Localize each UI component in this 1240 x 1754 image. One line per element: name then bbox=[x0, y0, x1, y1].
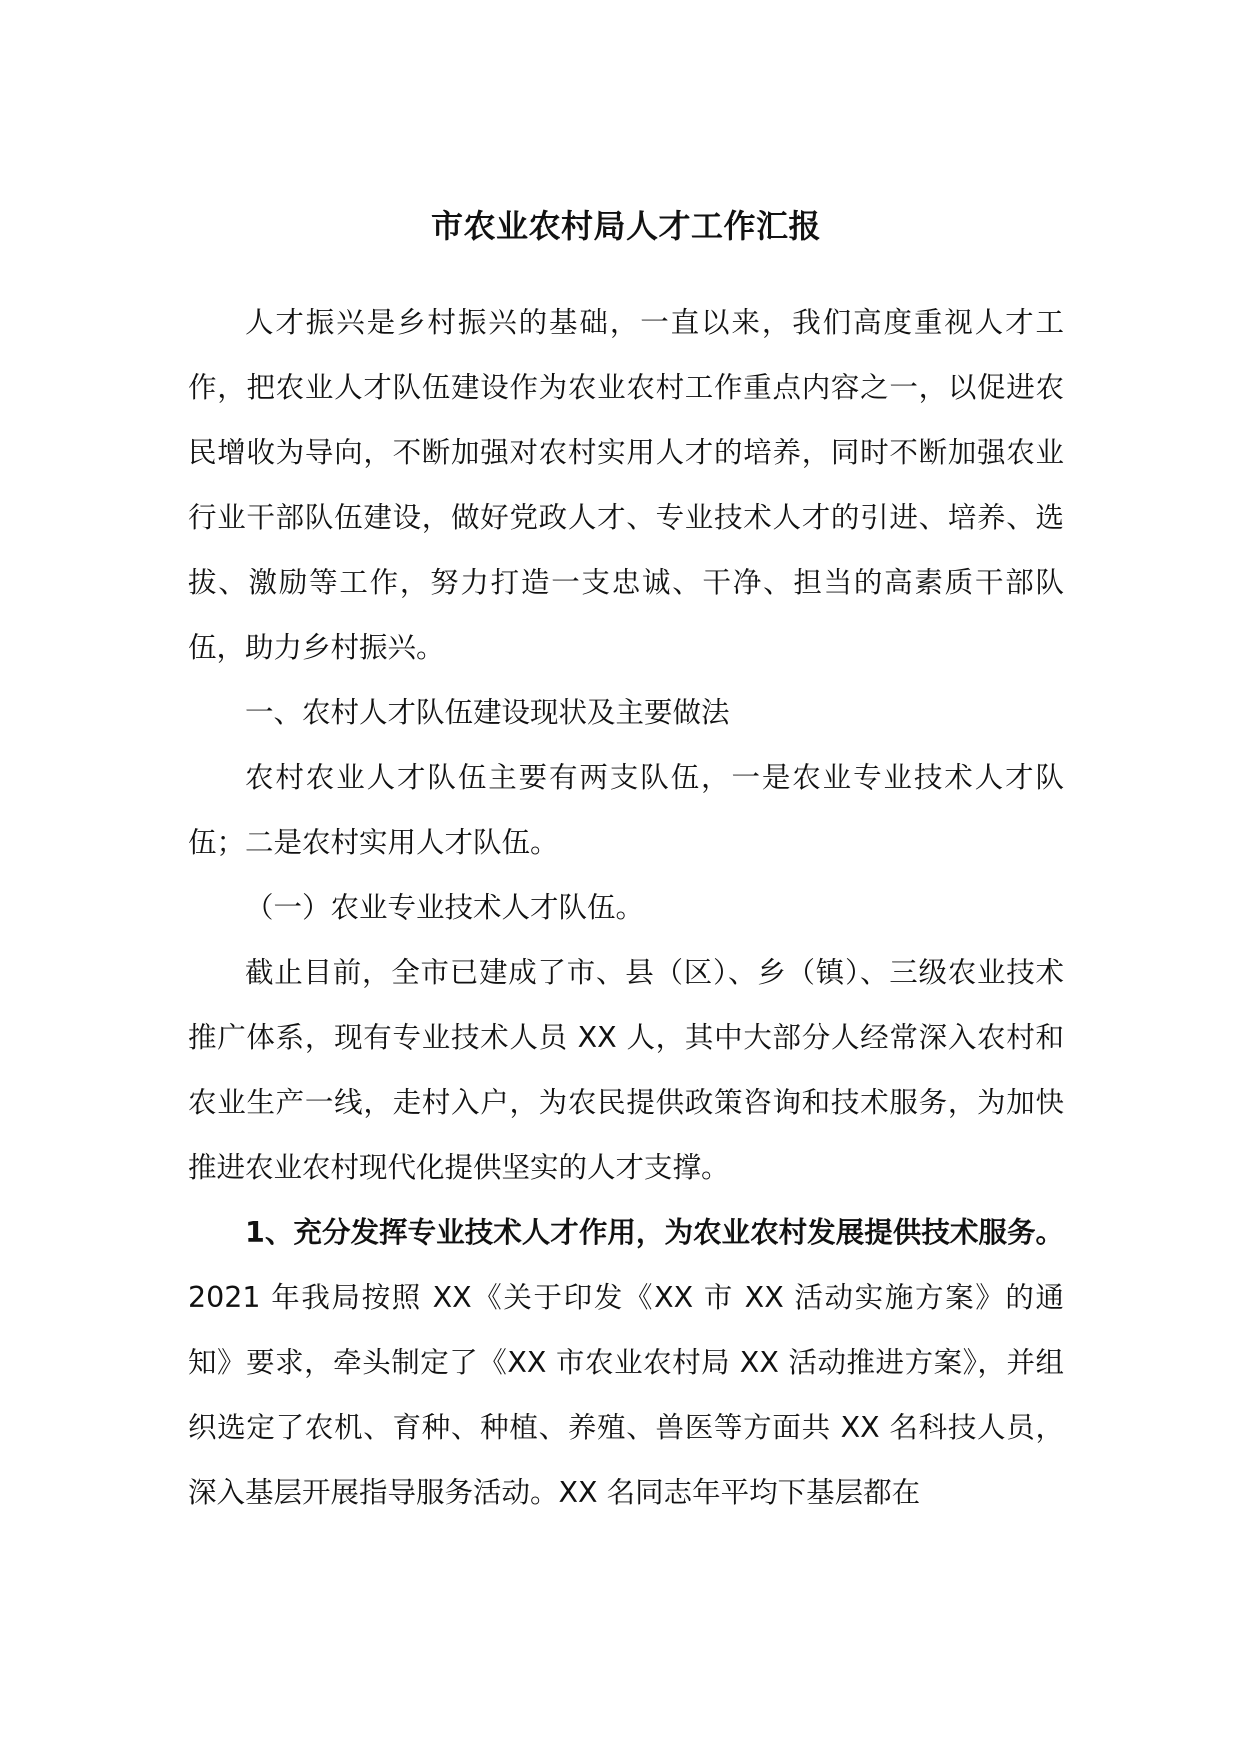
item-body-text: 2021 年我局按照 XX《关于印发《XX 市 XX 活动实施方案》的通知》要求，牵头制定了《XX 市农业农村局 XX 活动推进方案》，并组织选定了农机、育种、种植、养殖、兽医等方面共 XX 名科技人员，深入基层开展指导服务活动。XX 名同志年平均下基层都在 bbox=[188, 1281, 1064, 1509]
section-paragraph: 农村农业人才队伍主要有两支队伍，一是农业专业技术人才队伍；二是农村实用人才队伍。 bbox=[188, 761, 1064, 859]
item-bold-lead: 1、充分发挥专业技术人才作用，为农业农村发展提供技术服务。 bbox=[245, 1216, 1064, 1249]
item-paragraph bbox=[188, 1200, 1064, 1525]
section-heading: 一、农村人才队伍建设现状及主要做法 bbox=[245, 696, 730, 729]
intro-paragraph: 人才振兴是乡村振兴的基础，一直以来，我们高度重视人才工作，把农业人才队伍建设作为农业农村工作重点内容之一，以促进农民增收为导向，不断加强对农村实用人才的培养，同时不断加强农业行业干部队伍建设，做好党政人才、专业技术人才的引进、培养、选拔、激励等工作，努力打造一支忠诚、干净、担当的高素质干部队伍，助力乡村振兴。 bbox=[188, 306, 1064, 664]
subsection-heading: （一）农业专业技术人才队伍。 bbox=[245, 891, 645, 924]
document-title: 市农业农村局人才工作汇报 bbox=[430, 207, 821, 245]
document-body bbox=[188, 200, 1064, 1525]
subsection-paragraph: 截止目前，全市已建成了市、县（区）、乡（镇）、三级农业技术推广体系，现有专业技术人员 XX 人，其中大部分人经常深入农村和农业生产一线，走村入户，为农民提供政策咨询和技术服务，为加快推进农业农村现代化提供坚实的人才支撑。 bbox=[188, 956, 1064, 1184]
